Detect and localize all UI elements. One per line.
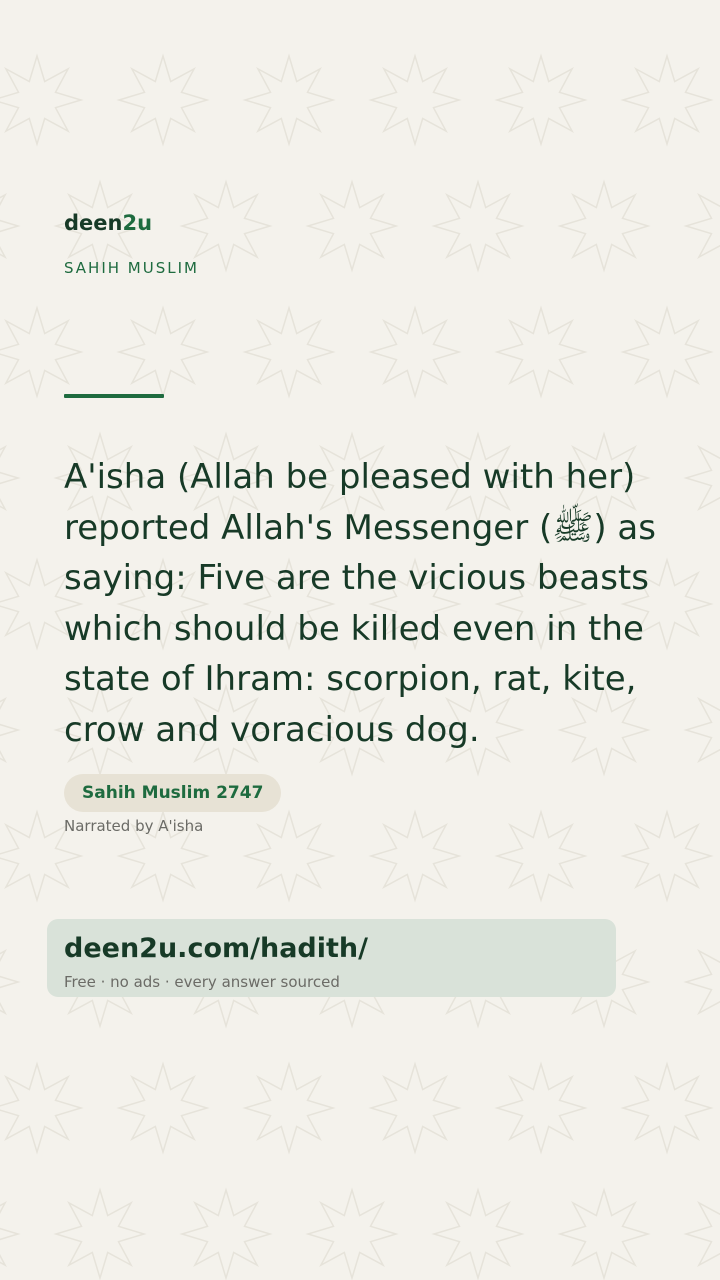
cta-tagline: Free · no ads · every answer sourced xyxy=(64,973,340,991)
brand-name-part1: deen xyxy=(64,211,123,235)
brand-name-part2: 2u xyxy=(122,211,153,235)
hadith-text: A'isha (Allah be pleased with her) reported Allah's Messenger (ﷺ) as saying: Five are the vicious beasts which should be killed even in the state of Ihram: scorpion, rat, kite, crow and voracious dog. xyxy=(64,457,656,750)
reference-badge: Sahih Muslim 2747 xyxy=(64,774,281,812)
cta-url[interactable]: deen2u.com/hadith/ xyxy=(64,933,369,964)
cta-link-box[interactable] xyxy=(47,919,616,997)
collection-label: SAHIH MUSLIM xyxy=(64,259,199,277)
narrator-text: Narrated by A'isha xyxy=(64,817,204,835)
brand-logo xyxy=(64,211,152,235)
accent-divider xyxy=(64,394,164,398)
